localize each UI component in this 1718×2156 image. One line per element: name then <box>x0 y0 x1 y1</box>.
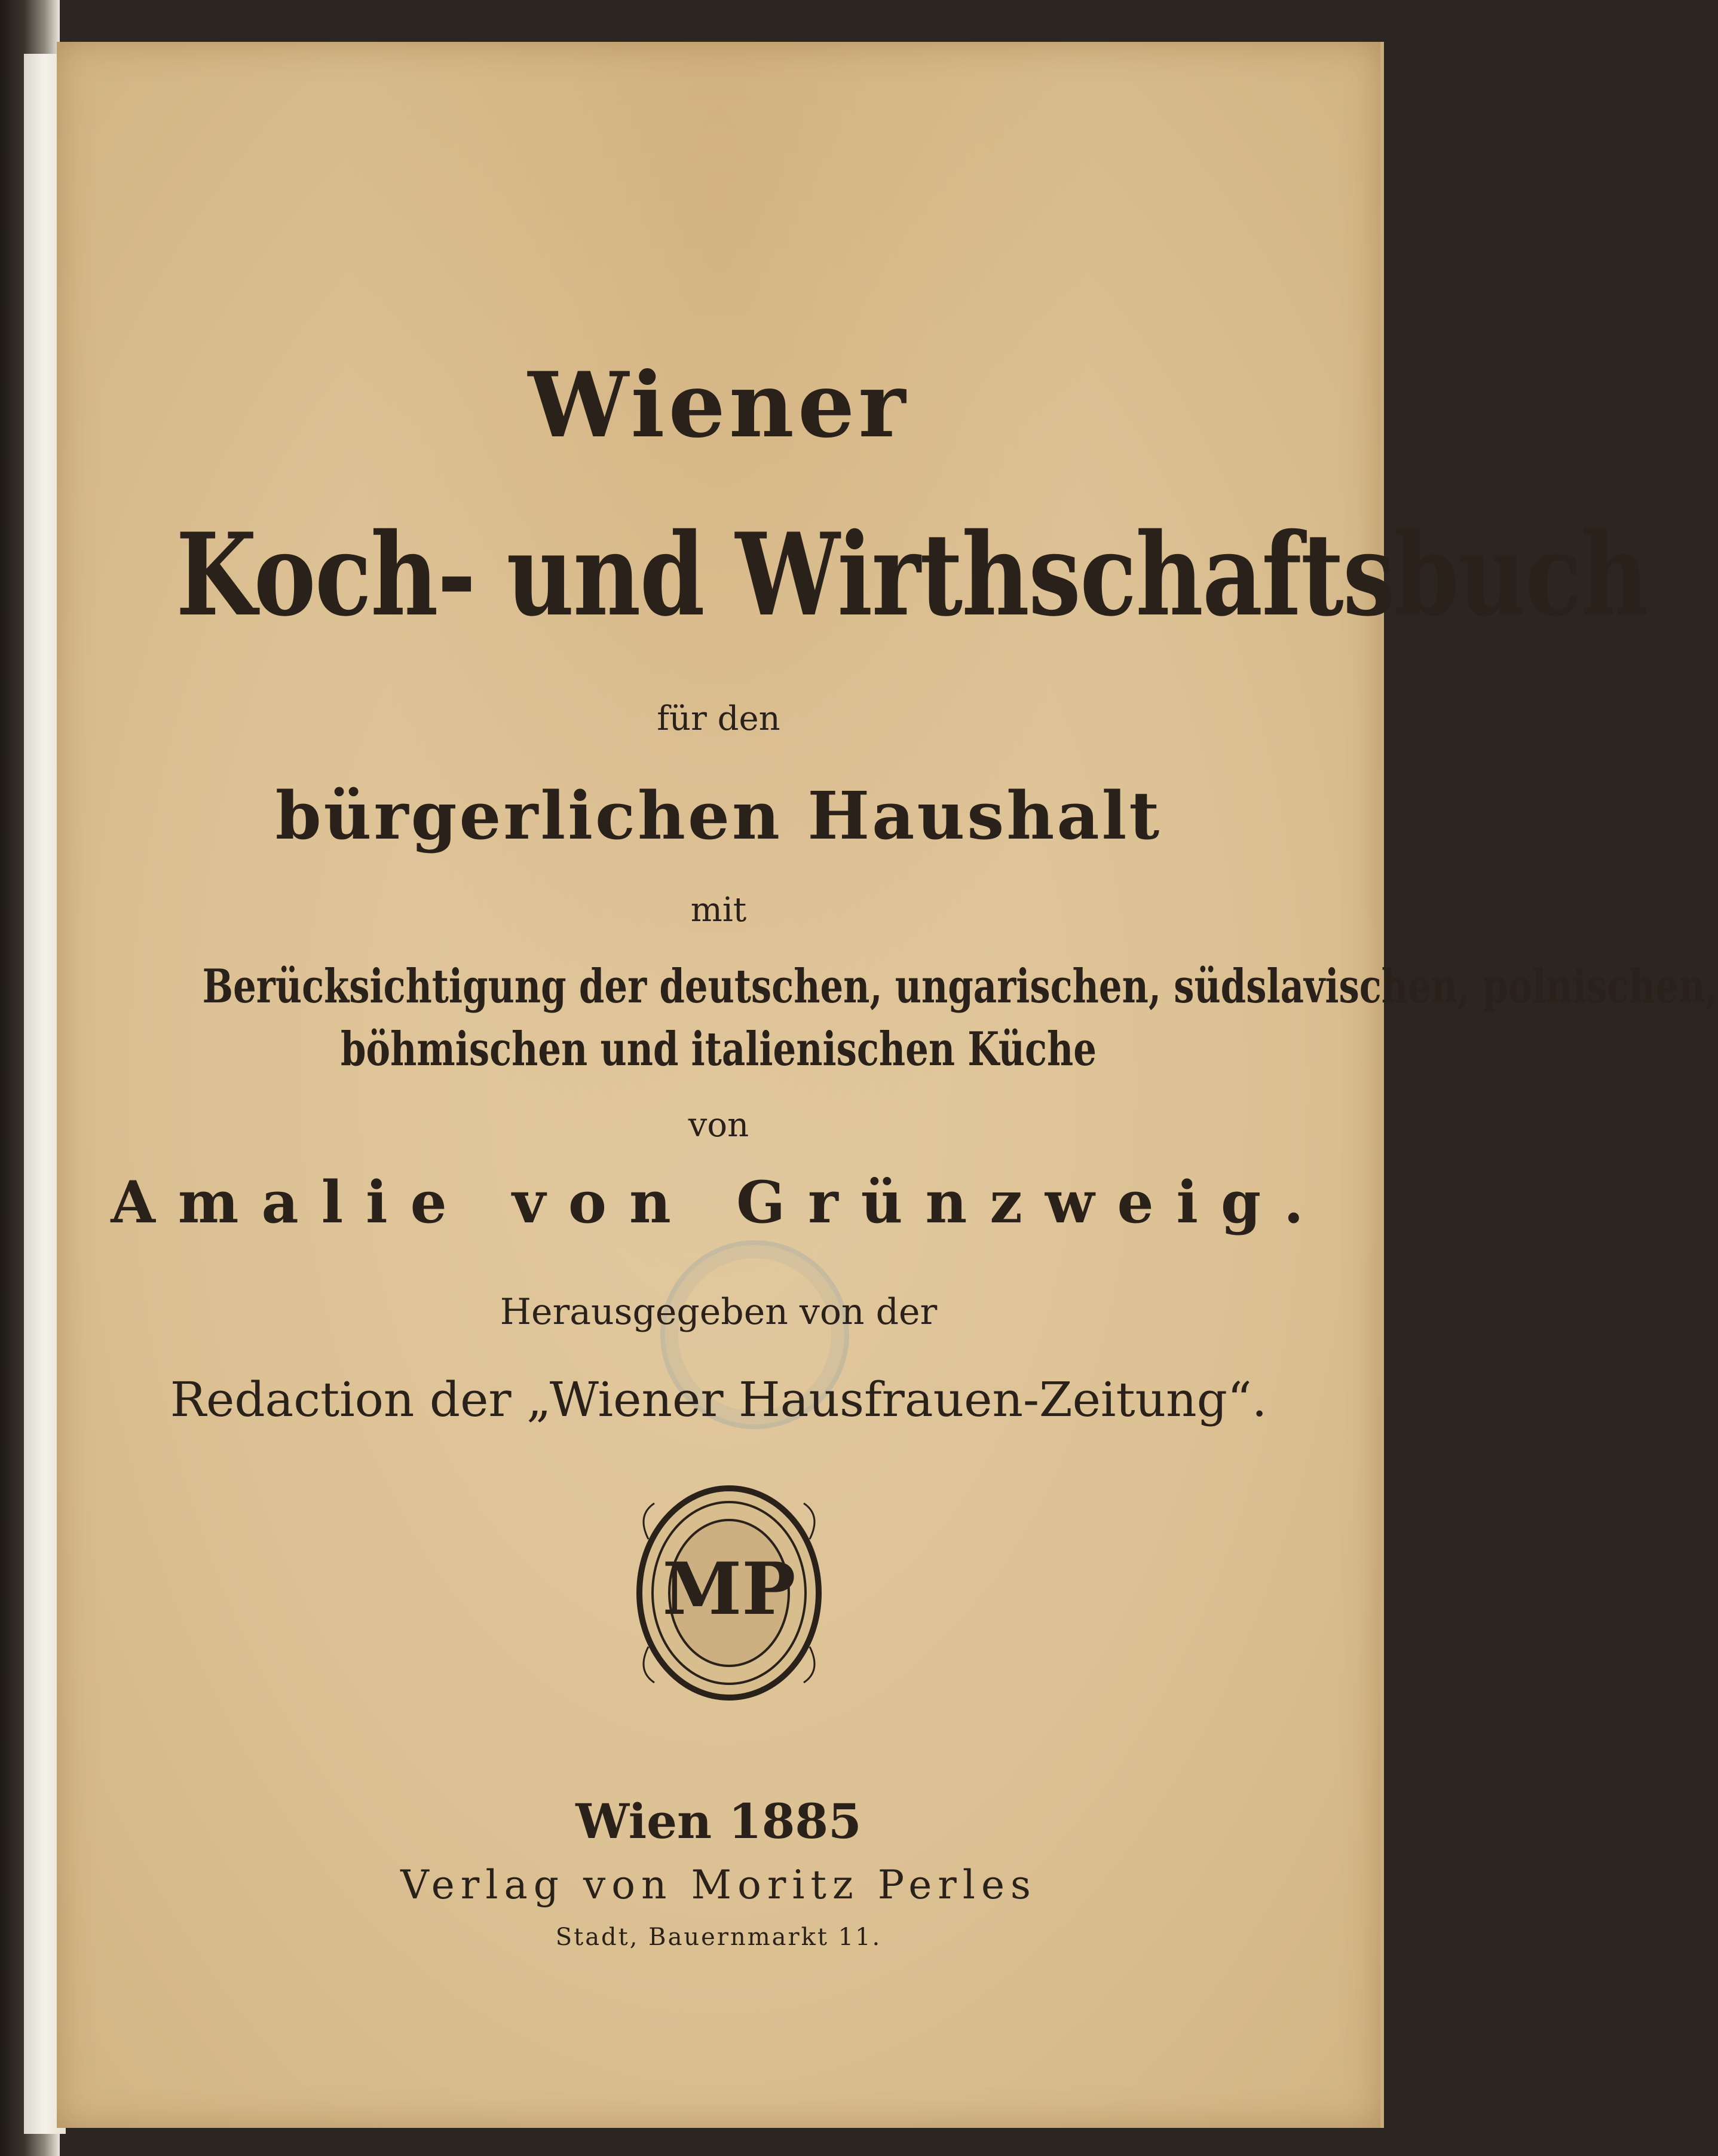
title-connector-mit: mit <box>690 891 747 929</box>
main-title: Koch- und Wirthschaftsbuch <box>176 508 1647 641</box>
title-connector-von: von <box>688 1106 749 1145</box>
imprint-place-year: Wien 1885 <box>575 1793 862 1849</box>
author-name: Amalie von Grünzweig. <box>111 1169 1327 1236</box>
imprint-publisher: Verlag von Moritz Perles <box>400 1862 1037 1908</box>
publisher-mark <box>630 1479 828 1707</box>
editor-line1: Herausgegeben von der <box>500 1291 938 1333</box>
title-connector-fuer-den: für den <box>657 699 780 738</box>
title-line-wiener: Wiener <box>528 353 909 458</box>
editor-line2: Redaction der „Wiener Hausfrauen-Zeitung“. <box>170 1372 1267 1427</box>
subtitle-haushalt: bürgerlichen Haushalt <box>275 777 1162 854</box>
title-page <box>57 42 1718 2128</box>
imprint-address: Stadt, Bauernmarkt 11. <box>555 1923 882 1951</box>
subtitle-cuisines-line2: böhmischen und italienischen Küche <box>340 1022 1097 1077</box>
subtitle-cuisines-line1: Berücksichtigung der deutschen, ungarischen, südslavischen, polnischen, <box>202 959 1718 1014</box>
publisher-monogram: MP <box>662 1547 796 1631</box>
